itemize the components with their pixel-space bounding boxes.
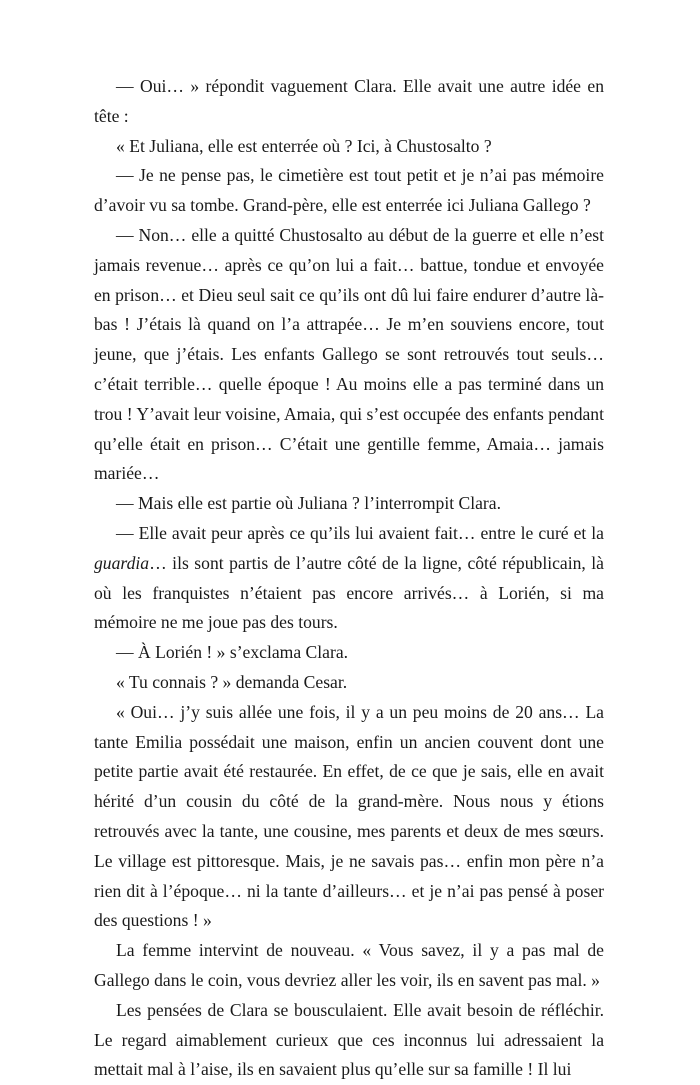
italic-word: guardia	[94, 552, 150, 573]
paragraph: La femme intervint de nouveau. « Vous savez, il y a pas mal de Gallego dans le coin, vous devriez aller les voir, ils en savent pas mal. »	[94, 940, 604, 990]
paragraph-text: — Elle avait peur après ce qu’ils lui avaient fait… entre le curé et la	[116, 522, 604, 543]
paragraph: « Tu connais ? » demanda Cesar.	[116, 671, 348, 692]
paragraph-text: … ils sont partis de l’autre côté de la ligne, côté républicain, là où les franquistes n’étaient pas encore arrivés… à Lorién, si ma mémoire ne me joue pas des tours.	[94, 552, 604, 633]
paragraph: — Je ne pense pas, le cimetière est tout petit et je n’ai pas mémoire d’avoir vu sa tombe. Grand-père, elle est enterrée ici Juliana Gallego ?	[94, 165, 604, 216]
paragraph	[94, 519, 604, 638]
paragraph: « Oui… j’y suis allée une fois, il y a un peu moins de 20 ans… La tante Emilia possédait une maison, enfin un ancien couvent dont une petite partie avait été restaurée. En effet, de ce que je sais, elle en avait hérité d’un cousin du côté de la grand-mère. Nous nous y étions retrouvés avec la tante, une cousine, mes parents et deux de mes sœurs. Le village est pittoresque. Mais, je ne savais pas… enfin mon père n’a rien dit à l’époque… ni la tante d’ailleurs… et je n’ai pas pensé à poser des questions ! »	[94, 701, 604, 931]
paragraph: Les pensées de Clara se bousculaient. Elle avait besoin de réfléchir. Le regard aimablement curieux que ces inconnus lui adressaient la mettait mal à l’aise, ils en savaient plus qu’elle sur sa famille ! Il lui	[94, 999, 604, 1080]
paragraph: — Mais elle est partie où Juliana ? l’interrompit Clara.	[116, 493, 501, 514]
paragraph: « Et Juliana, elle est enterrée où ? Ici, à Chustosalto ?	[116, 135, 492, 156]
paragraph: — Oui… » répondit vaguement Clara. Elle avait une autre idée en tête :	[94, 76, 604, 126]
paragraph: — À Lorién ! » s’exclama Clara.	[116, 642, 349, 663]
body-text	[94, 72, 604, 1085]
paragraph: — Non… elle a quitté Chustosalto au début de la guerre et elle n’est jamais revenue… après ce qu’on lui a fait… battue, tondue et envoyée en prison… et Dieu seul sait ce qu’ils ont dû lui faire endurer d’autre là-bas ! J’étais là quand on l’a attrapée… Je m’en souviens encore, tout jeune, que j’étais. Les enfants Gallego se sont retrouvés tout seuls… c’était terrible… quelle époque ! Au moins elle a pas terminé dans un trou ! Y’avait leur voisine, Amaia, qui s’est occupée des enfants pendant qu’elle était en prison… C’était une gentille femme, Amaia… jamais mariée…	[94, 224, 604, 484]
